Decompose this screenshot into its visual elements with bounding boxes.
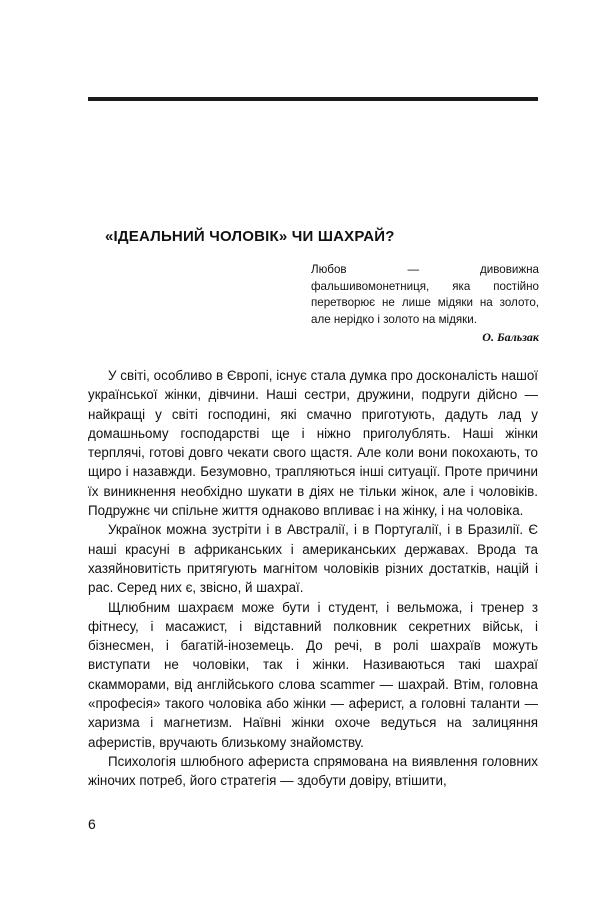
epigraph-author: О. Бальзак — [482, 330, 539, 344]
paragraph-1: У світі, особливо в Європі, існує стала думка про досконалість нашої української жінки, дівчини. Наші сестри, дружини, подруги дійсно — найкращі у світі господині, які смачно приготують, дадуть лад у домашньому господарстві ще і ніжно приголублять. Наші жінки терплячі, готові довго чекати свого щастя. Але коли вони покохають, то щиро і назавжди. Безумовно, трапляються інші ситуації. Проте причини їх виникнення необхідно шукати в діях не тільки жінок, але і чоловіків. Подружнє чи спільне життя однаково впливає і на жінку, і на чоловіка. — [88, 368, 538, 519]
epigraph-text: Любов — дивовижна фальшивомонетниця, яка постійно перетворює не лише мідяки на золото, але нерідко і золото на мідяки. — [311, 263, 539, 326]
paragraph-3: Щлюбним шахраєм може бути і студент, і вельможа, і тренер з фітнесу, і масажист, і відставний полковник секретних військ, і бізнесмен, і багатій-іноземець. До речі, в ролі шахраїв можуть виступати не чоловіки, так і жінки. Називаються такі шахраї скамморами, від англійського слова scammer — шахрай. Втім, головна «професія» такого чоловіка або жінки — аферист, а головні таланти — харизма і магнетизм. Наївні жінки охоче ведуться на залицяння аферистів, вручають близькому знайомству. — [88, 599, 538, 750]
page-number: 6 — [88, 816, 96, 832]
chapter-title: «ІДЕАЛЬНИЙ ЧОЛОВІК» ЧИ ШАХРАЙ? — [105, 228, 395, 245]
top-rule — [88, 97, 538, 101]
paragraph-4: Психологія шлюбного афериста спрямована на виявлення головних жіночих потреб, його стратегія — здобути довіру, втішити, — [88, 753, 538, 789]
body-text — [88, 366, 538, 791]
paragraph-2: Українок можна зустріти і в Австралії, і в Португалії, і в Бразилії. Є наші красуні в африканських і американських державах. Врода та хазяйновитість притягують магнітом чоловіків різних достатків, націй і рас. Серед них є, звісно, й шахраї. — [88, 522, 538, 596]
